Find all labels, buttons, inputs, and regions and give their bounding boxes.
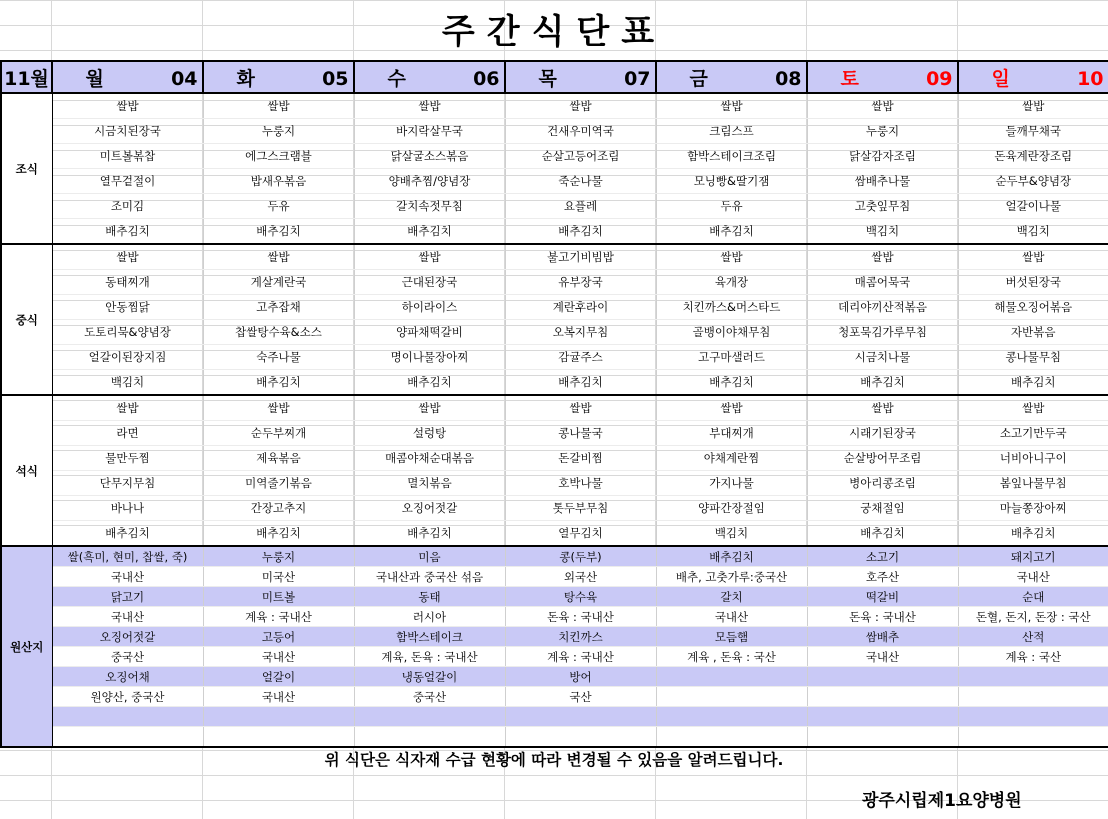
day-name: 화: [236, 67, 255, 90]
origin-country: [958, 687, 1108, 707]
menu-item: 쌀밥: [354, 244, 505, 270]
origin-ingredient: 누룽지: [203, 546, 354, 567]
menu-item: 콩나물무침: [958, 345, 1108, 370]
menu-item: 들깨무채국: [958, 119, 1108, 144]
menu-item: 쌀밥: [354, 93, 505, 119]
meal-label: 조식: [1, 93, 52, 244]
origin-ingredient: 오징어채: [52, 667, 203, 687]
meal-row: [1, 471, 1108, 496]
origin-country: 국내산: [203, 687, 354, 707]
menu-item: 동태찌개: [52, 270, 203, 295]
origin-ingredient: 배추김치: [656, 546, 807, 567]
menu-item: 닭살감자조림: [807, 144, 958, 169]
menu-item: 순두부&양념장: [958, 169, 1108, 194]
menu-item: 바나나: [52, 496, 203, 521]
day-date: 04: [171, 67, 198, 90]
menu-item: 호박나물: [505, 471, 656, 496]
day-date: 07: [624, 67, 651, 90]
origin-row: [1, 667, 1108, 687]
origin-country: [505, 727, 656, 748]
origin-country: [807, 727, 958, 748]
menu-item: 명이나물장아찌: [354, 345, 505, 370]
menu-item: 요플레: [505, 194, 656, 219]
menu-item: 쌀밥: [656, 93, 807, 119]
menu-item: 간장고추지: [203, 496, 354, 521]
menu-item: 쌀밥: [656, 395, 807, 421]
origin-country: 국내산: [52, 567, 203, 587]
origin-country: 계육, 돈육 : 국내산: [354, 647, 505, 667]
origin-label: 원산지: [1, 546, 52, 747]
menu-item: 배추김치: [52, 219, 203, 245]
origin-ingredient: 산적: [958, 627, 1108, 647]
page-title: 주간식단표: [441, 12, 667, 52]
meal-row: [1, 295, 1108, 320]
menu-item: 누룽지: [807, 119, 958, 144]
menu-item: 하이라이스: [354, 295, 505, 320]
menu-item: 순두부찌개: [203, 421, 354, 446]
menu-item: 양파채떡갈비: [354, 320, 505, 345]
menu-item: 멸치볶음: [354, 471, 505, 496]
origin-country: 계육 : 국내산: [505, 647, 656, 667]
menu-item: 배추김치: [203, 219, 354, 245]
menu-item: 숙주나물: [203, 345, 354, 370]
origin-country: 돈혈, 돈지, 돈장 : 국산: [958, 607, 1108, 627]
origin-ingredient: 동태: [354, 587, 505, 607]
menu-item: 쌀밥: [656, 244, 807, 270]
menu-item: 쌀밥: [203, 244, 354, 270]
day-name: 월: [85, 67, 104, 90]
menu-item: 양파간장절임: [656, 496, 807, 521]
meal-row: [1, 421, 1108, 446]
origin-row: [1, 687, 1108, 707]
origin-country: 돈육 : 국내산: [807, 607, 958, 627]
meal-row: [1, 119, 1108, 144]
menu-item: 순살방어무조림: [807, 446, 958, 471]
origin-country: 국내산과 중국산 섞음: [354, 567, 505, 587]
menu-item: 제육볶음: [203, 446, 354, 471]
menu-item: 배추김치: [656, 219, 807, 245]
menu-item: 오복지무침: [505, 320, 656, 345]
weekly-menu-table: [0, 60, 1108, 748]
menu-item: 근대된장국: [354, 270, 505, 295]
origin-country: 국산: [505, 687, 656, 707]
meal-row: [1, 144, 1108, 169]
menu-item: 배추김치: [958, 370, 1108, 396]
menu-item: 얼갈이된장지짐: [52, 345, 203, 370]
menu-item: 두유: [656, 194, 807, 219]
origin-row: [1, 707, 1108, 727]
menu-item: 미트볼볶찹: [52, 144, 203, 169]
meal-row: [1, 320, 1108, 345]
menu-item: 계란후라이: [505, 295, 656, 320]
origin-country: 호주산: [807, 567, 958, 587]
menu-item: 백김치: [958, 219, 1108, 245]
day-header-6: [958, 61, 1108, 93]
menu-item: 두유: [203, 194, 354, 219]
menu-item: 얼갈이나물: [958, 194, 1108, 219]
origin-row: [1, 727, 1108, 748]
menu-item: 골뱅이야채무침: [656, 320, 807, 345]
menu-item: 쌀밥: [958, 93, 1108, 119]
menu-item: 쌀밥: [52, 244, 203, 270]
menu-item: 불고기비빔밥: [505, 244, 656, 270]
origin-row: [1, 587, 1108, 607]
origin-ingredient: 모듬햄: [656, 627, 807, 647]
notice-text: 위 식단은 식자재 수급 현황에 따라 변경될 수 있음을 알려드립니다.: [324, 751, 784, 769]
origin-ingredient: 닭고기: [52, 587, 203, 607]
menu-item: 도토리묵&양념장: [52, 320, 203, 345]
origin-country: 배추, 고춧가루:중국산: [656, 567, 807, 587]
origin-country: 계육 : 국내산: [203, 607, 354, 627]
meal-row: [1, 345, 1108, 370]
menu-item: 쌀밥: [958, 395, 1108, 421]
menu-item: 자반볶음: [958, 320, 1108, 345]
origin-country: [656, 687, 807, 707]
menu-item: 돈갈비찜: [505, 446, 656, 471]
origin-ingredient: [203, 707, 354, 727]
menu-item: 육개장: [656, 270, 807, 295]
menu-item: 열무겉절이: [52, 169, 203, 194]
origin-country: 중국산: [52, 647, 203, 667]
menu-item: 부대찌개: [656, 421, 807, 446]
origin-country: 미국산: [203, 567, 354, 587]
day-date: 08: [775, 67, 802, 90]
origin-ingredient: 쌀(흑미, 현미, 찹쌀, 죽): [52, 546, 203, 567]
menu-item: 배추김치: [354, 521, 505, 547]
origin-ingredient: 떡갈비: [807, 587, 958, 607]
origin-ingredient: 오징어젓갈: [52, 627, 203, 647]
menu-item: 단무지무침: [52, 471, 203, 496]
menu-item: 쌀밥: [807, 244, 958, 270]
menu-item: 가지나물: [656, 471, 807, 496]
meal-row: [1, 219, 1108, 245]
origin-ingredient: [958, 667, 1108, 687]
menu-item: 설렁탕: [354, 421, 505, 446]
origin-ingredient: [656, 707, 807, 727]
month-cell: 11월: [1, 61, 52, 93]
origin-ingredient: [505, 707, 656, 727]
meal-row: [1, 169, 1108, 194]
origin-ingredient: 냉동얼갈이: [354, 667, 505, 687]
menu-item: 누룽지: [203, 119, 354, 144]
menu-item: 닭살굴소스볶음: [354, 144, 505, 169]
day-header-2: [354, 61, 505, 93]
menu-item: 안동찜닭: [52, 295, 203, 320]
origin-row: [1, 627, 1108, 647]
menu-item: 배추김치: [354, 219, 505, 245]
menu-item: 쌀밥: [505, 93, 656, 119]
meal-row: [1, 370, 1108, 396]
origin-ingredient: [656, 667, 807, 687]
menu-item: 유부장국: [505, 270, 656, 295]
menu-item: 열무김치: [505, 521, 656, 547]
menu-item: 배추김치: [807, 521, 958, 547]
menu-item: 시금치나물: [807, 345, 958, 370]
origin-country: 국내산: [807, 647, 958, 667]
menu-item: 쌀밥: [354, 395, 505, 421]
menu-item: 병아리콩조림: [807, 471, 958, 496]
origin-ingredient: 고등어: [203, 627, 354, 647]
menu-item: 치킨까스&머스타드: [656, 295, 807, 320]
origin-row: [1, 607, 1108, 627]
origin-ingredient: [354, 707, 505, 727]
day-header-5: [807, 61, 958, 93]
day-date: 09: [926, 67, 953, 90]
day-header-3: [505, 61, 656, 93]
menu-item: 라면: [52, 421, 203, 446]
origin-ingredient: 쌈배추: [807, 627, 958, 647]
menu-item: 봄잎나물무침: [958, 471, 1108, 496]
day-name: 목: [538, 67, 557, 90]
menu-item: 쌀밥: [958, 244, 1108, 270]
menu-item: 쌀밥: [505, 395, 656, 421]
menu-item: 배추김치: [354, 370, 505, 396]
menu-item: 건새우미역국: [505, 119, 656, 144]
menu-item: 배추김치: [958, 521, 1108, 547]
menu-item: 시금치된장국: [52, 119, 203, 144]
menu-item: 죽순나물: [505, 169, 656, 194]
menu-item: 콩나물국: [505, 421, 656, 446]
menu-item: 쌀밥: [203, 395, 354, 421]
menu-item: 청포묵김가루무침: [807, 320, 958, 345]
origin-ingredient: [958, 707, 1108, 727]
origin-ingredient: [807, 667, 958, 687]
day-header-0: [52, 61, 203, 93]
origin-row: [1, 546, 1108, 567]
meal-row: [1, 446, 1108, 471]
origin-country: 국내산: [52, 607, 203, 627]
meal-row: [1, 244, 1108, 270]
origin-ingredient: 미음: [354, 546, 505, 567]
origin-country: [807, 687, 958, 707]
menu-item: 데리야끼산적볶음: [807, 295, 958, 320]
menu-item: 소고기만두국: [958, 421, 1108, 446]
day-name: 금: [689, 67, 708, 90]
menu-item: 쌀밥: [807, 93, 958, 119]
meal-label: 중식: [1, 244, 52, 395]
origin-ingredient: 돼지고기: [958, 546, 1108, 567]
menu-item: 쌀밥: [52, 93, 203, 119]
origin-country: 돈육 : 국내산: [505, 607, 656, 627]
menu-item: 바지락살무국: [354, 119, 505, 144]
origin-ingredient: 함박스테이크: [354, 627, 505, 647]
menu-item: 크림스프: [656, 119, 807, 144]
menu-item: 순살고등어조림: [505, 144, 656, 169]
menu-item: 함박스테이크조림: [656, 144, 807, 169]
menu-item: 고추잡채: [203, 295, 354, 320]
meal-row: [1, 521, 1108, 547]
menu-item: 배추김치: [807, 370, 958, 396]
origin-country: 중국산: [354, 687, 505, 707]
menu-item: 배추김치: [505, 370, 656, 396]
origin-ingredient: 순대: [958, 587, 1108, 607]
menu-item: 모닝빵&딸기잼: [656, 169, 807, 194]
menu-item: 배추김치: [505, 219, 656, 245]
day-name: 토: [840, 67, 859, 90]
menu-item: 게살계란국: [203, 270, 354, 295]
day-header-row: [1, 61, 1108, 93]
origin-ingredient: 소고기: [807, 546, 958, 567]
menu-item: 미역줄기볶음: [203, 471, 354, 496]
menu-item: 배추김치: [52, 521, 203, 547]
menu-item: 고춧잎무침: [807, 194, 958, 219]
origin-country: 국내산: [958, 567, 1108, 587]
menu-item: 백김치: [52, 370, 203, 396]
menu-item: 고구마샐러드: [656, 345, 807, 370]
menu-item: 톳두부무침: [505, 496, 656, 521]
origin-country: [203, 727, 354, 748]
day-header-1: [203, 61, 354, 93]
day-date: 05: [322, 67, 349, 90]
origin-ingredient: [52, 707, 203, 727]
menu-item: 버섯된장국: [958, 270, 1108, 295]
origin-country: 국내산: [656, 607, 807, 627]
menu-item: 감귤주스: [505, 345, 656, 370]
menu-item: 매콤어묵국: [807, 270, 958, 295]
menu-item: 오징어젓갈: [354, 496, 505, 521]
menu-item: 쌈배추나물: [807, 169, 958, 194]
menu-item: 찹쌀탕수육&소스: [203, 320, 354, 345]
menu-item: 너비아니구이: [958, 446, 1108, 471]
origin-row: [1, 647, 1108, 667]
origin-country: 국내산: [203, 647, 354, 667]
menu-item: 해물오징어볶음: [958, 295, 1108, 320]
day-date: 06: [473, 67, 500, 90]
hospital-name: 광주시립제1요양병원: [862, 791, 1022, 811]
menu-item: 배추김치: [656, 370, 807, 396]
origin-ingredient: 미트볼: [203, 587, 354, 607]
menu-item: 쌀밥: [52, 395, 203, 421]
origin-row: [1, 567, 1108, 587]
origin-ingredient: 탕수육: [505, 587, 656, 607]
meal-row: [1, 270, 1108, 295]
menu-item: 배추김치: [203, 521, 354, 547]
menu-item: 백김치: [656, 521, 807, 547]
menu-item: 시래기된장국: [807, 421, 958, 446]
origin-ingredient: 콩(두부): [505, 546, 656, 567]
menu-item: 백김치: [807, 219, 958, 245]
origin-ingredient: 갈치: [656, 587, 807, 607]
origin-country: 러시아: [354, 607, 505, 627]
origin-country: [656, 727, 807, 748]
menu-item: 야채계란찜: [656, 446, 807, 471]
origin-ingredient: 치킨까스: [505, 627, 656, 647]
menu-item: 배추김치: [203, 370, 354, 396]
origin-country: [958, 727, 1108, 748]
origin-country: [354, 727, 505, 748]
day-date: 10: [1077, 67, 1104, 90]
menu-item: 양배추찜/양념장: [354, 169, 505, 194]
origin-country: 계육 , 돈육 : 국산: [656, 647, 807, 667]
meal-row: [1, 496, 1108, 521]
day-name: 일: [991, 67, 1010, 90]
menu-item: 마늘쫑장아찌: [958, 496, 1108, 521]
menu-item: 물만두찜: [52, 446, 203, 471]
day-header-4: [656, 61, 807, 93]
menu-item: 조미김: [52, 194, 203, 219]
meal-row: [1, 93, 1108, 119]
origin-country: 외국산: [505, 567, 656, 587]
menu-item: 쌀밥: [203, 93, 354, 119]
meal-row: [1, 395, 1108, 421]
menu-item: 밥새우볶음: [203, 169, 354, 194]
origin-ingredient: 방어: [505, 667, 656, 687]
origin-country: [52, 727, 203, 748]
meal-row: [1, 194, 1108, 219]
menu-item: 돈육계란장조림: [958, 144, 1108, 169]
origin-ingredient: 얼갈이: [203, 667, 354, 687]
origin-ingredient: [807, 707, 958, 727]
origin-country: 원양산, 중국산: [52, 687, 203, 707]
meal-label: 석식: [1, 395, 52, 546]
menu-item: 쌀밥: [807, 395, 958, 421]
menu-item: 에그스크램블: [203, 144, 354, 169]
menu-item: 매콤야채순대볶음: [354, 446, 505, 471]
day-name: 수: [387, 67, 406, 90]
menu-item: 갈치속젓무침: [354, 194, 505, 219]
origin-country: 계육 : 국산: [958, 647, 1108, 667]
menu-item: 궁채절임: [807, 496, 958, 521]
